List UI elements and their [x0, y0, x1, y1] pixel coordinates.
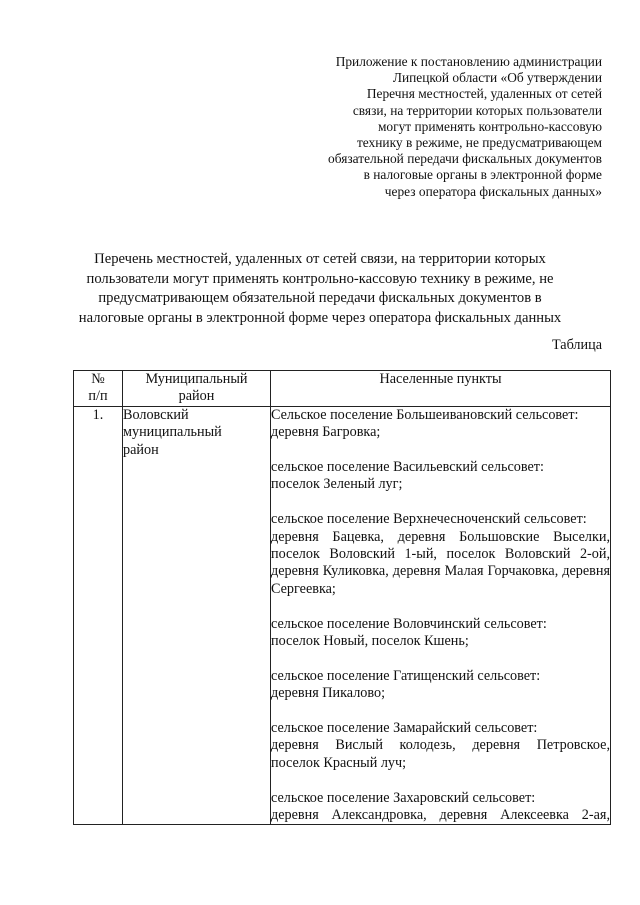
council-name: сельское поселение Верхнечесноченский сельсовет: — [271, 511, 587, 528]
annex-line: могут применять контрольно-кассовую — [377, 118, 602, 134]
table-row — [74, 406, 611, 825]
settlement-group — [271, 790, 610, 825]
annex-line: связи, на территории которых пользователи — [352, 102, 602, 118]
settlement-group — [271, 511, 610, 598]
header-district-line: Муниципальный — [145, 371, 248, 387]
places-list: поселок Зеленый луг; — [271, 476, 403, 493]
document-title — [70, 250, 570, 328]
annex-line: Перечня местностей, удаленных от сетей — [366, 86, 602, 102]
council-name: сельское поселение Захаровский сельсовет: — [271, 789, 536, 806]
places-list: деревня Александровка, деревня Алексеевка 2-ая, — [271, 807, 610, 824]
table-header-row — [74, 371, 611, 407]
annex-line: в налоговые органы в электронной форме — [363, 167, 602, 183]
header-settlements: Населенные пункты — [271, 371, 611, 407]
council-name: сельское поселение Замарайский сельсовет: — [271, 720, 538, 737]
title-line: налоговые органы в электронной форме через оператора фискальных данных — [78, 309, 562, 326]
header-num — [74, 371, 123, 407]
settlements-table — [73, 370, 611, 825]
settlement-group — [271, 407, 610, 442]
header-district — [123, 371, 271, 407]
places-list: деревня Пикалово; — [271, 685, 386, 702]
council-name: сельское поселение Воловчинский сельсовет: — [271, 615, 547, 632]
annex-line: Приложение к постановлению администрации — [335, 54, 602, 69]
council-name: Сельское поселение Большеивановский сельсовет: — [271, 406, 579, 423]
header-district-line: район — [178, 388, 215, 405]
district-line: район — [123, 441, 159, 458]
places-list: деревня Вислый колодезь, деревня Петровское, поселок Красный луч; — [271, 737, 610, 771]
places-list: деревня Багровка; — [271, 424, 381, 441]
council-name: сельское поселение Васильевский сельсовет: — [271, 459, 544, 476]
title-line: пользователи могут применять контрольно-кассовую технику в режиме, не — [86, 270, 554, 287]
title-line: Перечень местностей, удаленных от сетей связи, на территории которых — [94, 251, 546, 267]
annex-line: обязательной передачи фискальных документов — [328, 151, 602, 167]
council-name: сельское поселение Гатищенский сельсовет: — [271, 667, 541, 684]
district-line: Воловский — [123, 406, 189, 423]
settlement-group — [271, 668, 610, 703]
places-list: поселок Новый, поселок Кшень; — [271, 633, 469, 650]
settlements-cell — [271, 406, 611, 825]
annex-note — [282, 54, 602, 200]
header-num-line: п/п — [88, 388, 108, 405]
settlement-group — [271, 720, 610, 772]
settlement-group — [271, 616, 610, 651]
annex-line: Липецкой области «Об утверждении — [392, 70, 602, 86]
annex-line: через оператора фискальных данных» — [384, 183, 602, 199]
settlement-group — [271, 459, 610, 494]
table-label: Таблица — [551, 337, 602, 353]
district-cell — [123, 406, 271, 825]
annex-line: технику в режиме, не предусматривающем — [356, 135, 602, 151]
district-line: муниципальный — [123, 424, 222, 441]
header-num-line: № — [91, 371, 105, 387]
title-line: предусматривающем обязательной передачи фискальных документов в — [98, 290, 542, 307]
row-number: 1. — [74, 406, 123, 825]
places-list: деревня Бацевка, деревня Большовские Выселки, поселок Воловский 1-ый, поселок Воловский 2-ой, деревня Куликовка, деревня Малая Горчаковка, деревня Сергеевка; — [271, 528, 610, 597]
